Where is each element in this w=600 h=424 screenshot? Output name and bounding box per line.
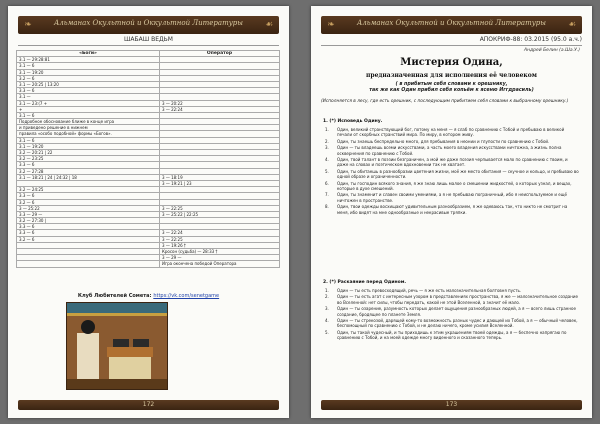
gods-move-cell: 3.3 — 6 bbox=[17, 193, 160, 199]
operator-move-cell: 3 — 19:21 | 23 bbox=[160, 180, 280, 186]
header-title: Альманах Окультной и Оккультной Литературы bbox=[54, 19, 243, 27]
gods-move-cell: и приведено решение в нижнем bbox=[17, 125, 160, 131]
item-text: Один — ты владеешь всеми искусствами, а часть моего владения искусствами ничтожна, а жизнь полна осквернения по сравнению с Тобой. bbox=[337, 145, 562, 156]
gods-move-cell: 3.1 — bbox=[17, 94, 160, 100]
operator-move-cell: 3 — 22:24 bbox=[160, 106, 280, 112]
operator-move-cell: 3 — 20:22 bbox=[160, 100, 280, 106]
page-footer bbox=[18, 400, 279, 410]
operator-move-cell: Кросон (судьба) — 28:33 † bbox=[160, 249, 280, 255]
item-list bbox=[325, 127, 580, 216]
list-item bbox=[325, 330, 580, 341]
ornament-icon: ❧ bbox=[24, 20, 32, 30]
gods-move-cell: 3.3 — 6 bbox=[17, 88, 160, 94]
operator-move-cell: 3 — 25:22 | 22:25 bbox=[160, 211, 280, 217]
item-text: Один, ты господин всякого знания, я же знаю лишь малое о смешении жидкостей, о которых узнал, и вещах, которые в духе смешений. bbox=[337, 180, 572, 192]
col-operator: Оператор bbox=[160, 51, 280, 57]
item-number: 6. bbox=[325, 180, 329, 186]
item-number: 3. bbox=[325, 145, 329, 151]
gods-move-cell: 3.1 — 29:28:81 bbox=[17, 57, 160, 63]
gods-move-cell: 3.1 — 18:21 | 24 | 24:32 | 18 bbox=[17, 174, 160, 180]
item-number: 4. bbox=[325, 318, 329, 324]
item-text: Один, ты такой чудесный, и ты приходишь к этим украшениям твоей одежды, а я — беспечно напрягаю по сравнению с Тобой, и на моей одежде многу виденного и сказанного теперь. bbox=[337, 329, 567, 341]
page-footer bbox=[321, 400, 582, 410]
item-text: Один — ты озарение, разумность которых делает ощущения разнообразных людей, а я — всего лишь странное создание, бродящее по планете Земля. bbox=[337, 306, 576, 317]
club-line bbox=[18, 293, 279, 299]
item-list bbox=[325, 288, 580, 342]
section-heading: 2. (*) Раскаяние перед Одином. bbox=[323, 280, 407, 285]
item-text: Один — ты стрекозой, дарящей кому-то возможность разных чудес и дающей их Тобой, а я — обычный человек, беспомощный по сравнению с Тобой, и не делаю ничего, кроме усилия Вселенной. bbox=[337, 318, 578, 329]
item-text: Один, твой талант в поэзии безграничен, а мой же даже поэзия черпывается мало по сравнению с твоим, и даже на словах и поэтическом вдохновении так не хватает. bbox=[337, 157, 568, 168]
gods-move-cell: + bbox=[17, 106, 160, 112]
gods-move-cell: 3.1 — 20:25 | 13:20 bbox=[17, 81, 160, 87]
gods-move-cell: 3.2 — 6 bbox=[17, 75, 160, 81]
list-item bbox=[325, 127, 580, 138]
list-item bbox=[325, 157, 580, 168]
list-item bbox=[325, 318, 580, 329]
item-number: 7. bbox=[325, 192, 329, 198]
item-number: 1. bbox=[325, 288, 329, 293]
gods-move-cell: 3.1 — 6 bbox=[17, 137, 160, 143]
article-subtitle-note: ( в прибитым себя словами к орешнику, так же как Один прибил себя копьём к ясеню Иггдрасиль) bbox=[369, 82, 534, 93]
left-page bbox=[8, 6, 289, 418]
list-item bbox=[325, 139, 580, 144]
list-item bbox=[325, 204, 580, 215]
operator-move-cell: 3 — 22:24 bbox=[160, 230, 280, 236]
page-number: 172 bbox=[142, 401, 155, 408]
header-title: Альманах Окультной и Оккультной Литературы bbox=[357, 19, 546, 27]
article-title: Мистерия Одина, bbox=[400, 57, 503, 68]
item-text: Один — ты есть агат с интересным узором в представлениях пространства, я же — малозначительное создание во Вселенной: нет силы, чтобы передать, какой не этой Вселенной, а значит её мало. bbox=[337, 294, 578, 305]
page-header bbox=[321, 16, 582, 34]
item-number: 2. bbox=[325, 138, 329, 144]
section-title: ШАБАШ ВЕДЬМ bbox=[18, 36, 279, 46]
page-number: 173 bbox=[445, 401, 458, 408]
item-text: Один, твои одежды восхищают удивительным разнообразием, я же одеваюсь так, что никто не смотрит на меня, ибо видят на мне однообразные и некрасивые тряпки. bbox=[337, 204, 568, 215]
gods-move-cell: 3 — 25:22 bbox=[17, 205, 160, 211]
operator-move-cell: 3 — 19:26 † bbox=[160, 242, 280, 248]
gods-move-cell: 3.2 — 27:30 | bbox=[17, 218, 160, 224]
list-item bbox=[325, 192, 580, 203]
gods-move-cell: 3.2 — 20:21 | 22 bbox=[17, 150, 160, 156]
issue-line: АПОКРИФ-88: 03.2015 (95.0 а.ч.) bbox=[321, 36, 582, 46]
ornament-icon: ❧ bbox=[327, 20, 335, 30]
egyptian-illustration bbox=[66, 302, 168, 390]
item-text: Один, ты обитаешь в разнообразии цветения жизни, моё же место обитания — скучное и кольцо, и пребываю во одной образе и ограниченности. bbox=[337, 168, 579, 180]
item-number: 3. bbox=[325, 306, 329, 312]
gods-move-cell: 3.2 — 27:28 bbox=[17, 168, 160, 174]
section-heading: 1. (*) Исповедь Одину. bbox=[323, 119, 383, 124]
item-text: Один, ты знаешь беспредельно много, для пребывания в неонии и глупости по сравнению с Тобой. bbox=[337, 138, 550, 144]
gods-move-cell: правила «особо подобной» формы «Богов». bbox=[17, 131, 160, 137]
gods-move-cell: 3.1 — 19:20 bbox=[17, 143, 160, 149]
gods-move-cell: 3.1 — 6 bbox=[17, 63, 160, 69]
intro-text: (Исполняется в лесу, где есть орешник, с последующим прибитием себя словами к выбранному орешнику.) bbox=[321, 99, 569, 104]
author: Андрей Белин (а.Ша.У.) bbox=[523, 48, 580, 53]
item-number: 1. bbox=[325, 127, 329, 132]
game-table bbox=[16, 50, 280, 268]
item-text: Один — ты есть превосходящий, речь — я же есть малозначительная болтовня пусть. bbox=[337, 288, 522, 293]
operator-move-cell: 3 — 22:25 bbox=[160, 205, 280, 211]
operator-move-cell: 3 — 29 — bbox=[160, 255, 280, 261]
col-gods: «Боги» bbox=[17, 51, 160, 57]
gods-move-cell: 3.3 — 6 bbox=[17, 224, 160, 230]
gods-move-cell: 3.2 — 24:25 bbox=[17, 187, 160, 193]
item-number: 4. bbox=[325, 157, 329, 163]
operator-move-cell: Игра окончена победой Оператора bbox=[160, 261, 280, 267]
item-text: Один, великий странствующий бог, потому на меня — я слаб по сравнению с Тобой и пребываю в великой печали от скорбных странствий мира. По миру, в котором живу. bbox=[337, 127, 565, 138]
list-item bbox=[325, 169, 580, 180]
item-number: 8. bbox=[325, 204, 329, 210]
gods-move-cell bbox=[17, 261, 160, 267]
item-number: 5. bbox=[325, 168, 329, 174]
club-label: Клуб Любителей Сомета: bbox=[77, 293, 152, 299]
ornament-icon: ☙ bbox=[264, 20, 274, 30]
list-item bbox=[325, 306, 580, 317]
gods-move-cell: 3.3 — 29 — bbox=[17, 211, 160, 217]
gods-move-cell: Подробное обоснование ближе в конце игра bbox=[17, 119, 160, 125]
item-number: 2. bbox=[325, 294, 329, 300]
gods-move-cell: 3.2 — 6 bbox=[17, 199, 160, 205]
page-header bbox=[18, 16, 279, 34]
table-row bbox=[17, 261, 280, 267]
gods-move-cell: 3.1 — 6 bbox=[17, 112, 160, 118]
operator-move-cell: 3 — 22:25 bbox=[160, 236, 280, 242]
gods-move-cell: 3.3 — 6 bbox=[17, 162, 160, 168]
item-text: Один, ты знаменит и славен своими умениями, а я не пребываю пограничный, ибо я неиспользуемое и ещё ничтожен в пространстве. bbox=[337, 192, 567, 203]
list-item bbox=[325, 288, 580, 293]
right-page bbox=[311, 6, 592, 418]
gods-move-cell: 3.2 — 6 bbox=[17, 236, 160, 242]
list-item bbox=[325, 145, 580, 156]
gods-move-cell: 3.1 — 23:(7 + bbox=[17, 100, 160, 106]
ornament-icon: ☙ bbox=[567, 20, 577, 30]
gods-move-cell: 3.1 — 19:20 bbox=[17, 69, 160, 75]
club-link[interactable]: https://vk.com/senetgame bbox=[153, 293, 220, 299]
list-item bbox=[325, 294, 580, 305]
gods-move-cell: 3.2 — 23:25 bbox=[17, 156, 160, 162]
operator-move-cell: 3 — 18:19 bbox=[160, 174, 280, 180]
article-subtitle: предназначенная для исполнения её человеком bbox=[366, 72, 537, 79]
gods-move-cell: 3.3 — 6 bbox=[17, 230, 160, 236]
item-number: 5. bbox=[325, 329, 329, 335]
list-item bbox=[325, 181, 580, 192]
